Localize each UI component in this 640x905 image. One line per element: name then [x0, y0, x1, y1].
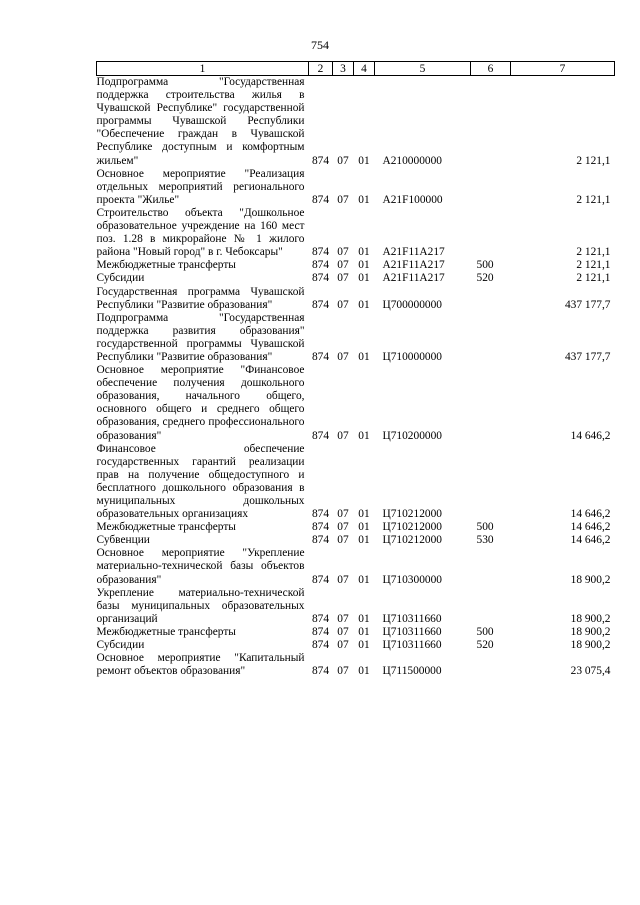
- table-row: [97, 364, 615, 443]
- row-amount: 14 646,2: [570, 508, 611, 521]
- table-row: [97, 521, 615, 534]
- row-target-article: Ц710311660: [382, 639, 442, 652]
- row-amount: 18 900,2: [570, 639, 611, 652]
- row-subsection: 01: [358, 639, 370, 652]
- row-expense-type: [471, 652, 511, 678]
- row-code: 874: [311, 429, 330, 442]
- row-subsection: 01: [358, 350, 370, 363]
- table-row: [97, 312, 615, 364]
- row-subsection: 01: [358, 259, 370, 272]
- row-section: 07: [337, 246, 349, 259]
- row-subsection: 01: [358, 154, 370, 167]
- row-section: 07: [337, 625, 349, 638]
- row-name: Основное мероприятие "Капитальный ремонт объектов образования": [96, 652, 305, 678]
- row-section: 07: [337, 508, 349, 521]
- row-name: Межбюджетные трансферты: [96, 259, 236, 272]
- row-target-article: Ц710000000: [382, 350, 442, 363]
- column-header: 6: [471, 62, 511, 76]
- row-amount: 437 177,7: [564, 298, 611, 311]
- row-expense-type: 520: [476, 639, 494, 652]
- row-name: Субсидии: [96, 639, 145, 652]
- row-name: Подпрограмма "Государственная поддержка развития образования" государственной программы Чувашской Республики "Развитие образования": [96, 311, 305, 363]
- row-subsection: 01: [358, 612, 370, 625]
- row-amount: 2 121,1: [576, 246, 611, 259]
- table-row: [97, 286, 615, 312]
- row-expense-type: [471, 76, 511, 168]
- row-code: 874: [311, 612, 330, 625]
- column-header: 2: [309, 62, 333, 76]
- column-header: 7: [511, 62, 615, 76]
- row-amount: 14 646,2: [570, 429, 611, 442]
- row-section: 07: [337, 521, 349, 534]
- row-code: 874: [311, 639, 330, 652]
- row-target-article: Ц711500000: [382, 665, 442, 678]
- table-row: [97, 626, 615, 639]
- row-expense-type: [471, 312, 511, 364]
- row-expense-type: 500: [476, 521, 494, 534]
- row-target-article: Ц710311660: [382, 625, 442, 638]
- row-name: Строительство объекта "Дошкольное образовательное учреждение на 160 мест поз. 1.28 в микрорайоне № 1 жилого района "Новый город" в г. Чебоксары": [96, 206, 305, 259]
- row-section: 07: [337, 573, 349, 586]
- row-target-article: Ц710212000: [382, 521, 442, 534]
- row-section: 07: [337, 193, 349, 206]
- row-target-article: Ц710300000: [382, 573, 442, 586]
- row-section: 07: [337, 612, 349, 625]
- row-target-article: А210000000: [382, 154, 442, 167]
- table-row: [97, 168, 615, 207]
- row-subsection: 01: [358, 534, 370, 547]
- row-code: 874: [311, 259, 330, 272]
- row-name: Государственная программа Чувашской Республики "Развитие образования": [96, 285, 305, 311]
- row-subsection: 01: [358, 508, 370, 521]
- row-target-article: Ц710200000: [382, 429, 442, 442]
- row-amount: 2 121,1: [576, 193, 611, 206]
- row-code: 874: [311, 246, 330, 259]
- row-target-article: Ц710212000: [382, 508, 442, 521]
- row-subsection: 01: [358, 625, 370, 638]
- row-amount: 2 121,1: [576, 272, 611, 285]
- table-row: [97, 587, 615, 626]
- row-code: 874: [311, 298, 330, 311]
- row-amount: 18 900,2: [570, 625, 611, 638]
- row-subsection: 01: [358, 272, 370, 285]
- row-expense-type: 520: [476, 272, 494, 285]
- row-name: Финансовое обеспечение государственных гарантий реализации прав на получение общедоступного и бесплатного дошкольного образования в муниципальных дошкольных образовательных организациях: [96, 442, 305, 521]
- row-code: 874: [311, 665, 330, 678]
- row-subsection: 01: [358, 573, 370, 586]
- row-section: 07: [337, 298, 349, 311]
- row-name: Подпрограмма "Государственная поддержка строительства жилья в Чувашской Республике" государственной программы Чувашской Республики "Обеспечение граждан в Чувашской Республике доступным и комфортным жильем": [96, 76, 305, 167]
- row-code: 874: [311, 521, 330, 534]
- row-amount: 14 646,2: [570, 521, 611, 534]
- table-row: [97, 534, 615, 547]
- column-header: 4: [354, 62, 375, 76]
- row-subsection: 01: [358, 298, 370, 311]
- row-name: Основное мероприятие "Реализация отдельных мероприятий регионального проекта "Жилье": [96, 167, 305, 206]
- row-amount: 14 646,2: [570, 534, 611, 547]
- row-section: 07: [337, 259, 349, 272]
- row-section: 07: [337, 350, 349, 363]
- page-number: 754: [311, 38, 329, 52]
- header-row: [97, 62, 615, 76]
- row-target-article: А21F11А217: [382, 246, 445, 259]
- table-row: [97, 272, 615, 285]
- row-expense-type: [471, 207, 511, 259]
- row-subsection: 01: [358, 193, 370, 206]
- row-expense-type: [471, 547, 511, 586]
- table-row: [97, 76, 615, 168]
- row-expense-type: [471, 168, 511, 207]
- row-section: 07: [337, 272, 349, 285]
- row-code: 874: [311, 193, 330, 206]
- column-header: 5: [375, 62, 471, 76]
- column-header: 1: [97, 62, 309, 76]
- row-amount: 23 075,4: [570, 665, 611, 678]
- row-amount: 2 121,1: [576, 259, 611, 272]
- row-target-article: Ц710212000: [382, 534, 442, 547]
- row-expense-type: [471, 286, 511, 312]
- row-section: 07: [337, 665, 349, 678]
- row-name: Межбюджетные трансферты: [96, 521, 236, 534]
- row-code: 874: [311, 154, 330, 167]
- row-name: Укрепление материально-технической базы муниципальных образовательных организаций: [96, 586, 305, 625]
- row-target-article: Ц710311660: [382, 612, 442, 625]
- row-target-article: Ц700000000: [382, 298, 442, 311]
- row-name: Межбюджетные трансферты: [96, 625, 236, 638]
- row-name: Субвенции: [96, 534, 150, 547]
- row-amount: 18 900,2: [570, 612, 611, 625]
- row-code: 874: [311, 508, 330, 521]
- row-amount: 2 121,1: [576, 154, 611, 167]
- row-expense-type: 500: [476, 625, 494, 638]
- budget-table: [96, 61, 615, 678]
- row-expense-type: [471, 364, 511, 443]
- row-name: Субсидии: [96, 272, 145, 285]
- row-expense-type: [471, 443, 511, 522]
- row-target-article: А21F100000: [382, 193, 443, 206]
- table-row: [97, 207, 615, 259]
- row-code: 874: [311, 350, 330, 363]
- row-section: 07: [337, 639, 349, 652]
- row-name: Основное мероприятие "Финансовое обеспечение получения дошкольного образования, начального общего, основного общего и среднего общего образования, среднего профессионального образования": [96, 364, 305, 442]
- row-subsection: 01: [358, 246, 370, 259]
- row-subsection: 01: [358, 665, 370, 678]
- column-header: 3: [333, 62, 354, 76]
- table-row: [97, 652, 615, 678]
- table-row: [97, 547, 615, 586]
- row-expense-type: 530: [476, 534, 494, 547]
- table-row: [97, 443, 615, 522]
- row-section: 07: [337, 534, 349, 547]
- row-section: 07: [337, 154, 349, 167]
- row-name: Основное мероприятие "Укрепление материально-технической базы объектов образования": [96, 547, 305, 586]
- row-expense-type: [471, 587, 511, 626]
- row-subsection: 01: [358, 521, 370, 534]
- row-code: 874: [311, 534, 330, 547]
- row-amount: 18 900,2: [570, 573, 611, 586]
- row-code: 874: [311, 272, 330, 285]
- row-expense-type: 500: [476, 259, 494, 272]
- table-row: [97, 639, 615, 652]
- table-row: [97, 259, 615, 272]
- row-amount: 437 177,7: [564, 350, 611, 363]
- row-target-article: А21F11А217: [382, 272, 445, 285]
- row-target-article: А21F11А217: [382, 259, 445, 272]
- row-section: 07: [337, 429, 349, 442]
- row-code: 874: [311, 573, 330, 586]
- row-subsection: 01: [358, 429, 370, 442]
- row-code: 874: [311, 625, 330, 638]
